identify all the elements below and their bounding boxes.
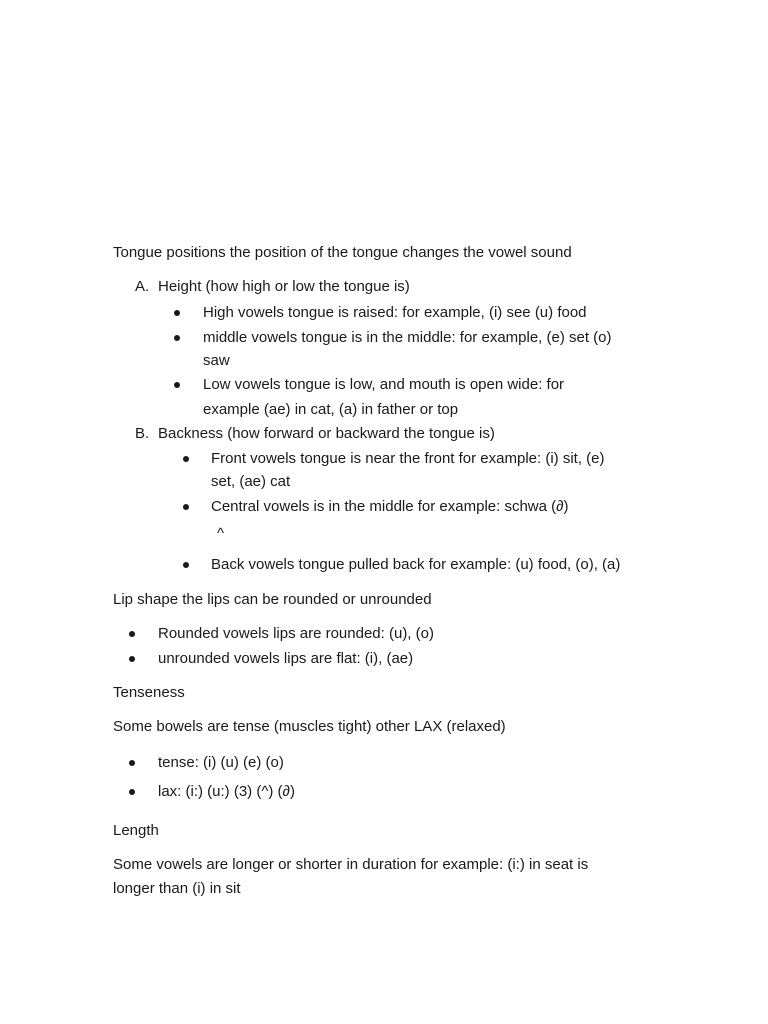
height-item-3-line-2: example (ae) in cat, (a) in father or top — [203, 401, 459, 418]
bullet-icon — [183, 456, 189, 462]
bullet-icon — [129, 631, 135, 637]
backness-item-3-line-1: Back vowels tongue pulled back for example: (u) food, (o), (a) — [211, 556, 621, 573]
height-marker: A. — [135, 278, 150, 295]
caret-symbol: ^ — [217, 525, 225, 542]
bullet-icon — [174, 382, 180, 388]
backness-item-1-line-1: Front vowels tongue is near the front for example: (i) sit, (e) — [211, 450, 605, 467]
bullet-icon — [174, 310, 180, 316]
lax-item: lax: (i:) (u:) (3) (^) (∂) — [158, 783, 295, 800]
length-text-line-2: longer than (i) in sit — [113, 880, 241, 897]
height-item-2-line-1: middle vowels tongue is in the middle: for example, (e) set (o) — [203, 329, 612, 346]
height-item-3-line-1: Low vowels tongue is low, and mouth is open wide: for — [203, 376, 565, 393]
height-item-1-line-1: High vowels tongue is raised: for example, (i) see (u) food — [203, 304, 587, 321]
backness-heading: Backness (how forward or backward the tongue is) — [158, 425, 495, 442]
length-text-line-1: Some vowels are longer or shorter in duration for example: (i:) in seat is — [113, 856, 589, 873]
tense-item: tense: (i) (u) (e) (o) — [158, 754, 284, 771]
bullet-icon — [174, 335, 180, 341]
bullet-icon — [183, 504, 189, 510]
intro-text: Tongue positions the position of the tongue changes the vowel sound — [113, 244, 572, 261]
lip-item-2: unrounded vowels lips are flat: (i), (ae) — [158, 650, 414, 667]
lip-item-1: Rounded vowels lips are rounded: (u), (o) — [158, 625, 434, 642]
lip-shape-text: Lip shape the lips can be rounded or unrounded — [113, 591, 432, 608]
length-heading: Length — [113, 822, 159, 839]
height-item-2-line-2: saw — [203, 352, 230, 369]
backness-marker: B. — [135, 425, 150, 442]
bullet-icon — [129, 656, 135, 662]
bullet-icon — [183, 562, 189, 568]
bullet-icon — [129, 789, 135, 795]
height-heading: Height (how high or low the tongue is) — [158, 278, 410, 295]
tenseness-heading: Tenseness — [113, 684, 185, 701]
backness-item-2-line-1: Central vowels is in the middle for example: schwa (∂) — [211, 498, 569, 515]
backness-item-1-line-2: set, (ae) cat — [211, 473, 291, 490]
tenseness-text: Some bowels are tense (muscles tight) other LAX (relaxed) — [113, 718, 506, 735]
bullet-icon — [129, 760, 135, 766]
